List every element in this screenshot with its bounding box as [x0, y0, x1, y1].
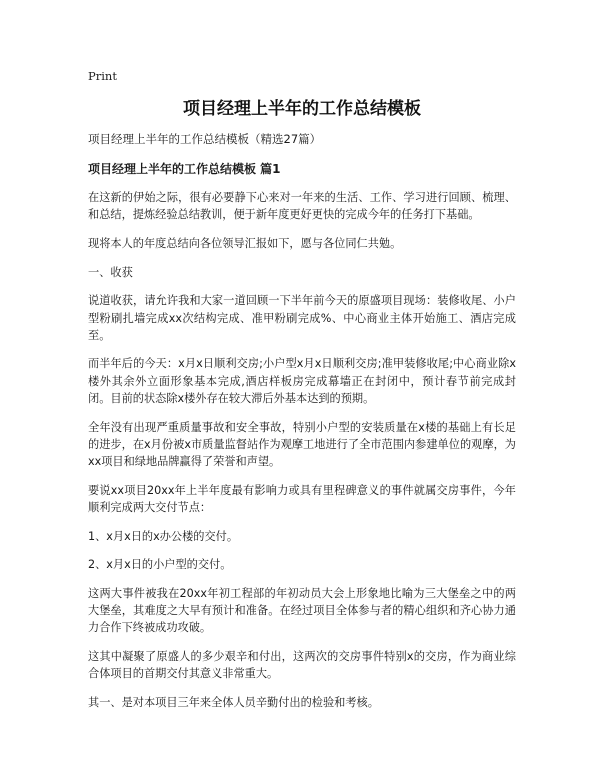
document-page [88, 68, 516, 723]
paragraph-report: 现将本人的年度总结向各位领导汇报如下，愿与各位同仁共勉。 [88, 236, 402, 250]
paragraph-item-1: 1、x月x日的x办公楼的交付。 [88, 529, 239, 543]
paragraph-review: 说道收获，请允许我和大家一道回顾一下半年前今天的原盛项目现场：装修收尾、小户型粉刷扎墙完成xx次结构完成、准甲粉刷完成%、中心商业主体开始施工、酒店完成至。 [88, 294, 516, 342]
paragraph-milestone: 要说xx项目20xx年上半年度最有影响力或具有里程碑意义的事件就属交房事件，今年顺利完成两大交付节点： [88, 483, 516, 514]
print-label: Print [88, 69, 117, 83]
document-title: 项目经理上半年的工作总结模板 [183, 99, 421, 119]
paragraph-effort: 这其中凝聚了原盛人的多少艰辛和付出，这两次的交房事件特别x的交房，作为商业综合体项目的首期交付其意义非常重大。 [88, 650, 516, 681]
paragraph-heading-harvest: 一、收获 [88, 265, 133, 279]
document-subtitle: 项目经理上半年的工作总结模板（精选27篇） [88, 132, 322, 146]
paragraph-fortress: 这两大事件被我在20xx年初工程部的年初动员大会上形象地比喻为三大堡垒之中的两大堡垒，其难度之大早有预计和准备。在经过项目全体参与者的精心组织和齐心协力通力合作下终被成功攻破。 [88, 586, 516, 635]
paragraph-first: 其一、是对本项目三年来全体人员辛勤付出的检验和考核。 [88, 695, 379, 709]
paragraph-intro: 在这新的伊始之际，很有必要静下心来对一年来的生活、工作、学习进行回顾、梳理、和总结，提炼经验总结教训，便于新年度更好更快的完成今年的任务打下基础。 [88, 191, 516, 222]
paragraph-quality: 全年没有出现严重质量事故和安全事故，特别小户型的安装质量在x楼的基础上有长足的进步，在x月份被x市质量监督站作为观摩工地进行了全市范围内参建单位的观摩，为xx项目和绿地品牌赢得了荣誉和声望。 [88, 420, 516, 468]
paragraph-item-2: 2、x月x日的小户型的交付。 [88, 558, 232, 572]
paragraph-progress: 而半年后的今天：x月x日顺利交房;小户型x月x日顺利交房;准甲装修收尾;中心商业除x楼外其余外立面形象基本完成,酒店样板房完成幕墙正在封闭中，预计春节前完成封闭。目前的状态除x楼外存在较大滞后外基本达到的预期。 [88, 357, 516, 405]
section-heading: 项目经理上半年的工作总结模板 篇1 [88, 162, 281, 176]
